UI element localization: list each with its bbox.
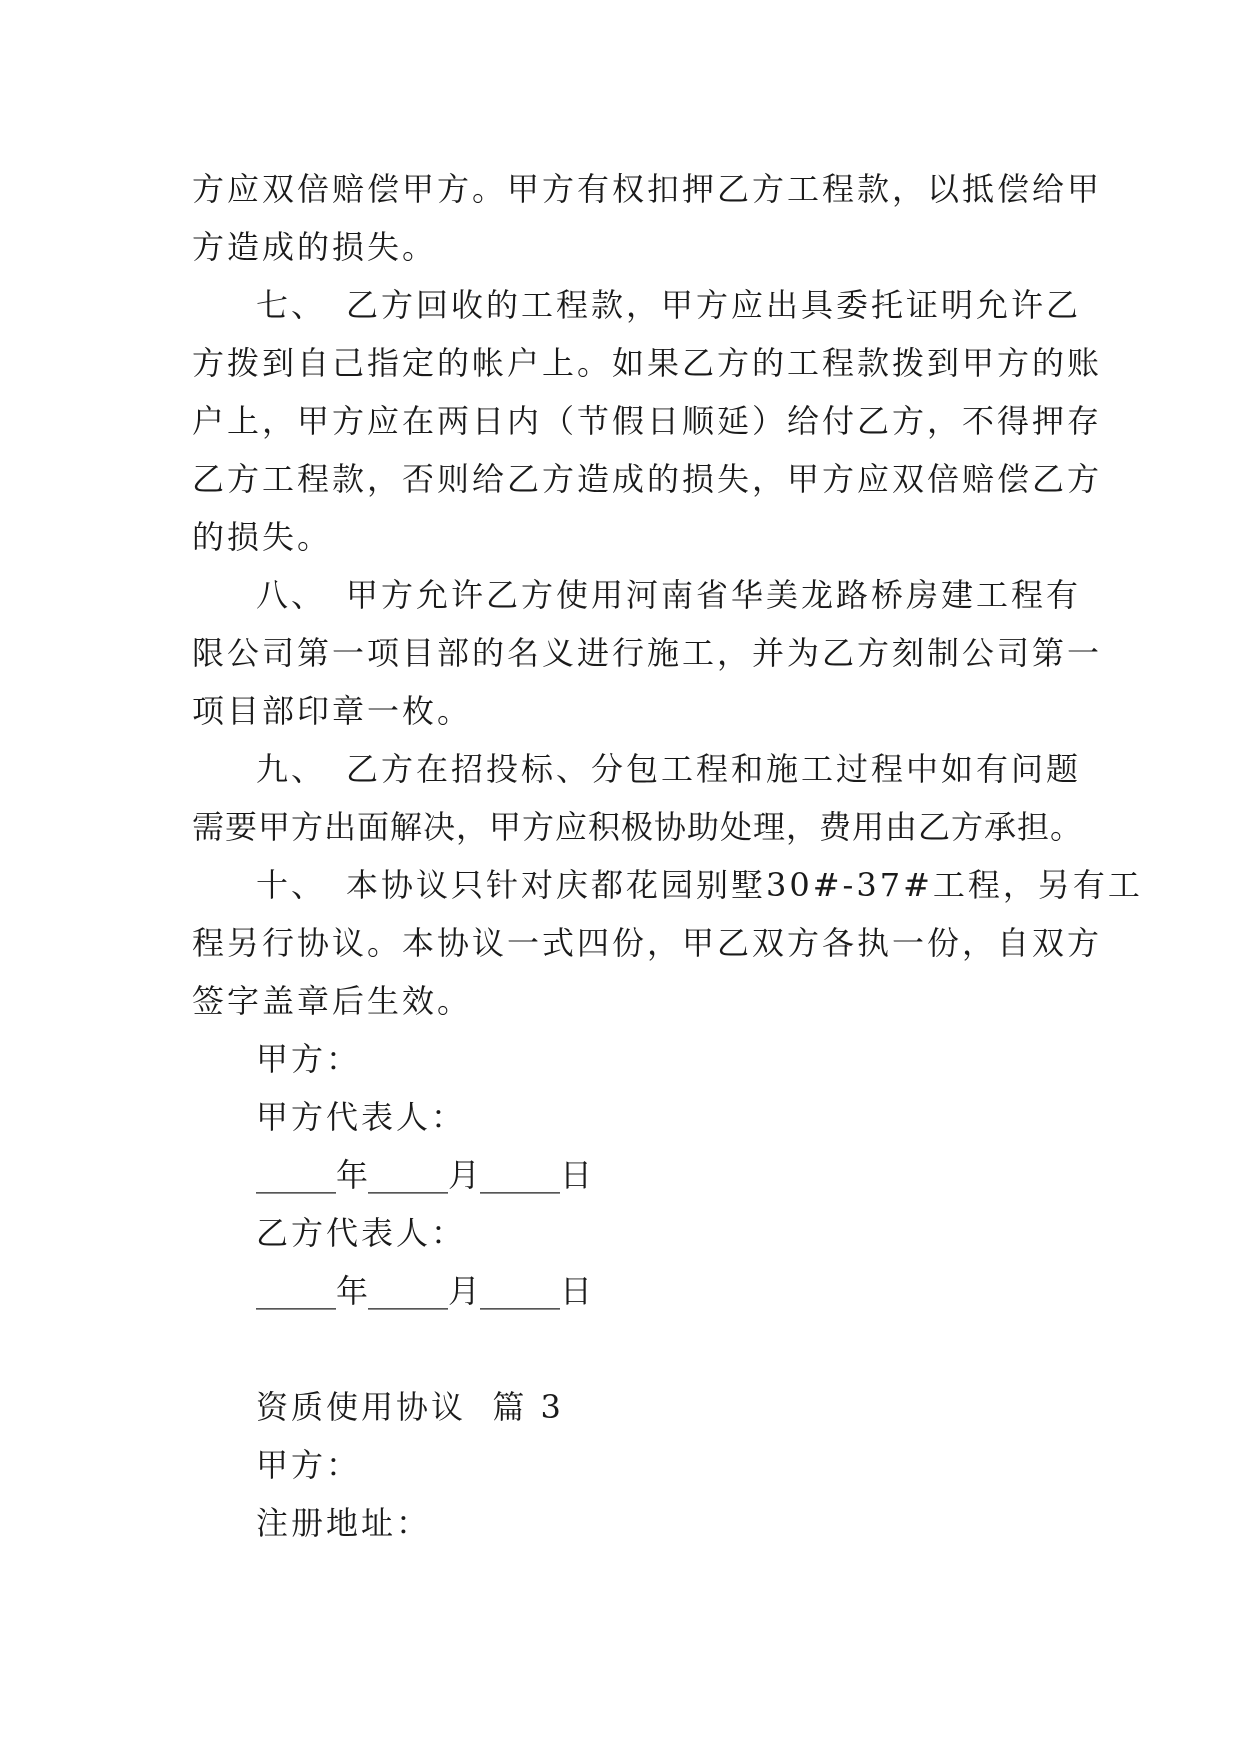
party-a-label: 甲方： [256, 1040, 362, 1078]
text-line: 的损失。 [192, 518, 333, 556]
party-a-label: 甲方： [256, 1446, 362, 1484]
text-line: 签字盖章后生效。 [192, 982, 473, 1020]
paragraph-6-tail [192, 160, 1103, 276]
clause-number: 九、 [256, 750, 327, 788]
text-line: 项目部印章一枚。 [192, 692, 473, 730]
text-line: 甲方允许乙方使用河南省华美龙路桥房建工程有 [346, 576, 1082, 614]
text-line: 乙方在招投标、分包工程和施工过程中如有问题 [346, 750, 1082, 788]
clause-first-line [192, 856, 1143, 914]
text-line: 需要甲方出面解决，甲方应积极协助处理，费用由乙方承担。 [192, 808, 1084, 846]
party-b-date: _____年_____月_____日 [256, 1272, 593, 1310]
text-line: 方应双倍赔偿甲方。甲方有权扣押乙方工程款，以抵偿给甲 [192, 170, 1103, 208]
clause-number: 八、 [256, 576, 327, 614]
text-line: 限公司第一项目部的名义进行施工，并为乙方刻制公司第一 [192, 634, 1103, 672]
section-spacer [192, 1320, 1052, 1378]
text-line: 本协议只针对庆都花园别墅30#-37#工程，另有工 [346, 866, 1143, 904]
text-line: 方造成的损失。 [192, 228, 438, 266]
clause-first-line [192, 276, 1082, 334]
text-line: 程另行协议。本协议一式四份，甲乙双方各执一份，自双方 [192, 924, 1103, 962]
clause-first-line [192, 740, 1082, 798]
party-b-representative-label: 乙方代表人： [256, 1214, 467, 1252]
text-line: 户上，甲方应在两日内（节假日顺延）给付乙方，不得押存 [192, 402, 1103, 440]
clause-number: 七、 [256, 286, 327, 324]
party-a-representative-label: 甲方代表人： [256, 1098, 467, 1136]
clause-9 [192, 740, 1084, 856]
clause-number: 十、 [256, 866, 327, 904]
signature-block [192, 1030, 1052, 1320]
clause-8 [192, 566, 1103, 740]
text-line: 乙方工程款，否则给乙方造成的损失，甲方应双倍赔偿乙方 [192, 460, 1103, 498]
clause-7 [192, 276, 1103, 566]
text-line: 方拨到自己指定的帐户上。如果乙方的工程款拨到甲方的账 [192, 344, 1103, 382]
section-3 [192, 1378, 1052, 1552]
clause-10 [192, 856, 1143, 1030]
text-line: 乙方回收的工程款，甲方应出具委托证明允许乙 [346, 286, 1082, 324]
document-body [192, 160, 1143, 1552]
registered-address-label: 注册地址： [256, 1504, 432, 1542]
clause-first-line [192, 566, 1082, 624]
section-title: 资质使用协议 篇 3 [256, 1388, 564, 1426]
party-a-date: _____年_____月_____日 [256, 1156, 593, 1194]
